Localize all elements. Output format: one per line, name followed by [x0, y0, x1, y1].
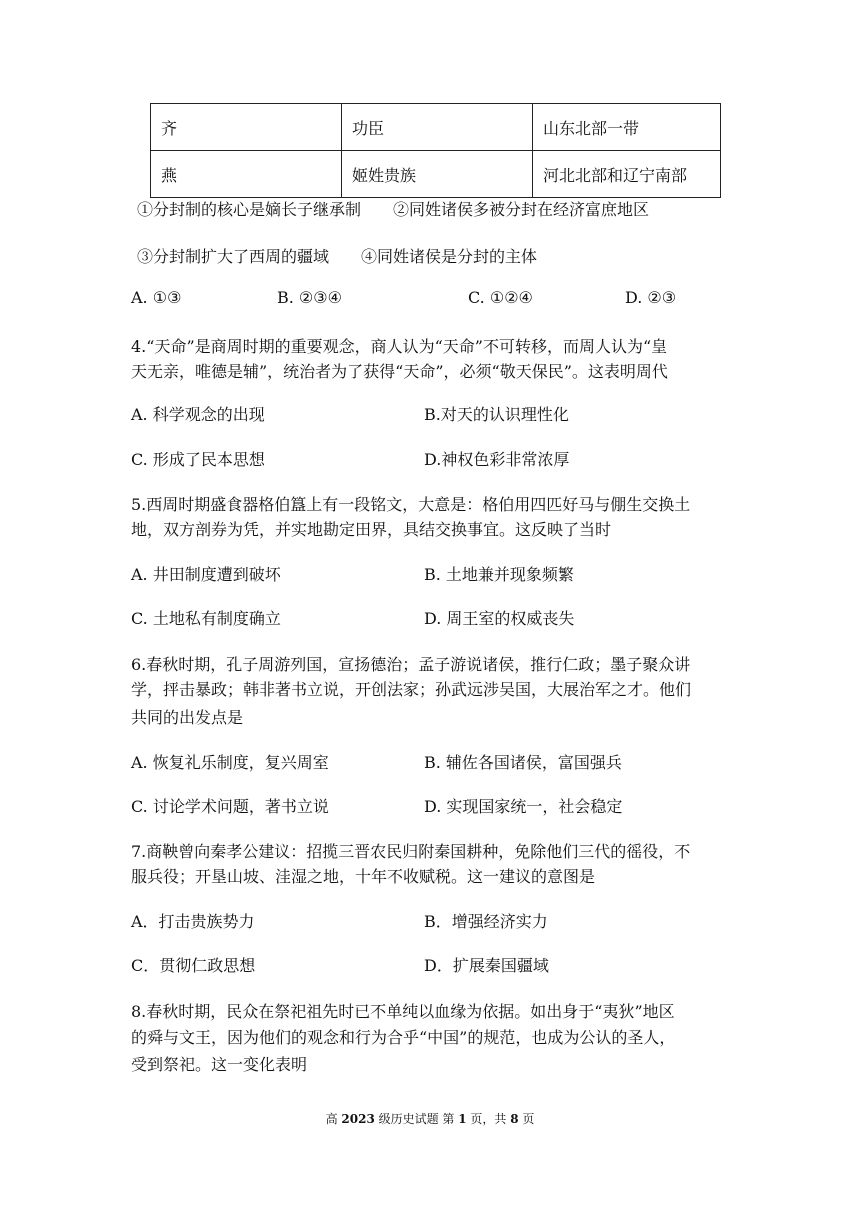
q6-option-b: B. 辅佐各国诸侯，富国强兵	[424, 753, 622, 772]
q6-option-c: C. 讨论学术问题，著书立说	[131, 797, 329, 816]
q3-statements-line-2: ③分封制扩大了西周的疆域 ④同姓诸侯是分封的主体	[137, 247, 538, 266]
footer-year: 2023	[341, 1112, 375, 1126]
q7-option-c: C．贯彻仁政思想	[131, 956, 256, 975]
q8-stem-line-2: 的舜与文王，因为他们的观念和行为合乎“中国”的规范，也成为公认的圣人，	[131, 1028, 676, 1047]
table-cell: 齐	[151, 104, 342, 151]
q5-option-a: A. 井田制度遭到破坏	[131, 565, 281, 584]
q7-stem-line-1: 7.商鞅曾向秦孝公建议：招揽三晋农民归附秦国耕种，免除他们三代的徭役，不	[131, 842, 691, 861]
q6-option-d: D. 实现国家统一，社会稳定	[424, 797, 623, 816]
table-cell: 姬姓贵族	[342, 151, 533, 198]
footer-page-number: 1	[458, 1112, 467, 1126]
q4-stem-line-1: 4.“天命”是商周时期的重要观念，商人认为“天命”不可转移，而周人认为“皇	[131, 337, 668, 356]
table-cell: 河北北部和辽宁南部	[533, 151, 721, 198]
q6-option-a: A. 恢复礼乐制度，复兴周室	[131, 753, 329, 772]
q7-option-b: B．增强经济实力	[424, 912, 548, 931]
q8-stem-line-1: 8.春秋时期，民众在祭祀祖先时已不单纯以血缘为依据。如出身于“夷狄”地区	[131, 1002, 675, 1021]
q4-option-b: B.对天的认识理性化	[424, 405, 569, 424]
q3-statements-line-1: ①分封制的核心是嫡长子继承制 ②同姓诸侯多被分封在经济富庶地区	[137, 200, 650, 219]
table-cell: 燕	[151, 151, 342, 198]
page-footer	[0, 1110, 860, 1127]
q3-option-a: A. ①③	[131, 288, 182, 307]
q4-stem-line-2: 天无亲，唯德是辅”，统治者为了获得“天命”，必须“敬天保民”。这表明周代	[131, 362, 668, 381]
q5-stem-line-2: 地，双方剖券为凭，并实地勘定田界，具结交换事宜。这反映了当时	[131, 520, 612, 539]
table-cell: 山东北部一带	[533, 104, 721, 151]
q4-option-a: A. 科学观念的出现	[131, 405, 265, 424]
footer-suffix: 页	[518, 1112, 535, 1126]
footer-mid: 级历史试题 第	[374, 1112, 459, 1126]
table-row	[151, 151, 721, 198]
q8-stem-line-3: 受到祭祀。这一变化表明	[131, 1055, 308, 1074]
q5-option-d: D. 周王室的权威丧失	[424, 609, 575, 628]
q5-stem-line-1: 5.西周时期盛食器格伯簋上有一段铭文，大意是：格伯用四匹好马与倗生交换土	[131, 495, 691, 514]
q5-option-c: C. 土地私有制度确立	[131, 609, 281, 628]
q4-option-c: C. 形成了民本思想	[131, 450, 265, 469]
table-cell: 功臣	[342, 104, 533, 151]
q7-stem-line-2: 服兵役；开垦山坡、洼湿之地，十年不收赋税。这一建议的意图是	[131, 867, 596, 886]
q3-option-d: D. ②③	[625, 288, 677, 307]
q5-option-b: B. 土地兼并现象频繁	[424, 565, 574, 584]
q3-option-b: B. ②③④	[277, 288, 342, 307]
q7-option-d: D．扩展秦国疆域	[424, 956, 549, 975]
fief-table	[150, 103, 721, 198]
q3-option-c: C. ①②④	[468, 288, 533, 307]
table-row	[151, 104, 721, 151]
footer-prefix: 高	[325, 1112, 342, 1126]
footer-mid2: 页，共	[466, 1112, 511, 1126]
q4-option-d: D.神权色彩非常浓厚	[424, 450, 570, 469]
q6-stem-line-1: 6.春秋时期，孔子周游列国，宣扬德治；孟子游说诸侯，推行仁政；墨子聚众讲	[131, 655, 691, 674]
footer-total-pages: 8	[510, 1112, 519, 1126]
q7-option-a: A．打击贵族势力	[131, 912, 255, 931]
q6-stem-line-3: 共同的出发点是	[131, 708, 244, 727]
q6-stem-line-2: 学，抨击暴政；韩非著书立说，开创法家；孙武远涉吴国，大展治军之才。他们	[131, 680, 692, 699]
